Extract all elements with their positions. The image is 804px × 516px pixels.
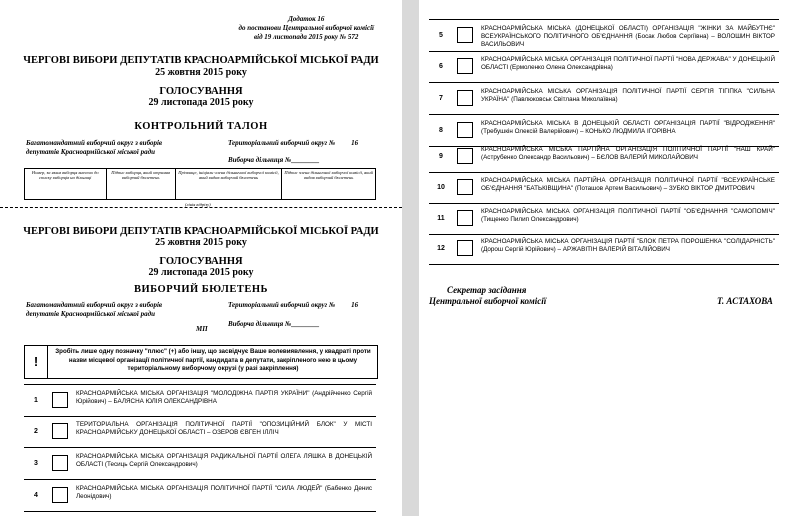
candidate-number: 1 — [34, 397, 38, 404]
vote-checkbox-4[interactable] — [52, 487, 68, 503]
candidate-number: 7 — [439, 95, 443, 102]
ballot-election-date: 25 жовтня 2015 року — [155, 237, 247, 248]
stub-col-voter-signature: Підпис виборця, який отримав виборчий бюлетень — [106, 169, 175, 200]
candidate-text: КРАСНОАРМІЙСЬКА МІСЬКА ОРГАНІЗАЦІЯ "МОЛОДІЖНА ПАРТІЯ УКРАЇНИ" (Андрійченко Сергій Юрійович) – БАЛЯСНА ЮЛІЯ ОЛЕКСАНДРІВНА — [76, 390, 372, 405]
stub-vote-date: 29 листопада 2015 року — [148, 97, 254, 108]
addendum-line-3: від 19 листопада 2015 року № 572 — [254, 33, 359, 41]
ballot-mp-mark: МП — [196, 325, 208, 333]
candidate-row-10 — [429, 172, 779, 204]
stub-multimandate-district — [26, 139, 162, 157]
stub-title: КОНТРОЛЬНИЙ ТАЛОН — [134, 121, 268, 132]
ballot-district-right-label: Територіальний виборчий округ № — [228, 301, 336, 309]
vote-checkbox-7[interactable] — [457, 90, 473, 106]
stub-precinct: Виборча дільниця №________ — [228, 156, 320, 164]
candidate-text: КРАСНОАРМІЙСЬКА МІСЬКА В ДОНЕЦЬКІЙ ОБЛАСТІ ОРГАНІЗАЦІЯ ПАРТІЇ "ВІДРОДЖЕННЯ" (Требушкін Олексій Валерійович) – КОНЬКО ЛЮДМИЛА ІГОРІВНА — [481, 120, 775, 135]
ballot-district-left-1: Багатомандатний виборчий округ з виборів — [26, 301, 163, 309]
candidate-text: КРАСНОАРМІЙСЬКА МІСЬКА ОРГАНІЗАЦІЯ ПАРТІЇ "БЛОК ПЕТРА ПОРОШЕНКА "СОЛІДАРНІСТЬ" (Дорош Сергій Юрійович) – АРЖАВІТІН ВАЛЕРІЙ ВІТАЛІЙОВИЧ — [481, 238, 775, 253]
candidate-row-4 — [24, 480, 376, 512]
stub-election-title: ЧЕРГОВІ ВИБОРИ ДЕПУТАТІВ КРАСНОАРМІЙСЬКОЇ МІСЬКОЇ РАДИ — [23, 55, 379, 66]
stub-col-member-name: Прізвище, ініціали члена дільничної виборчої комісії, який видав виборчий бюлетень — [175, 169, 281, 200]
exclamation-icon: ! — [25, 346, 48, 378]
voting-instructions-text: Зробіть лише одну позначку "плюс" (+) або іншу, що засвідчує Ваше волевиявлення, у квадраті проти назви місцевої організації політичної партії, кандидата в депутати, закріпленого нею в цьому територіальному виборчому окрузі (у разі закріплення) — [55, 348, 371, 372]
ballot-district-number: 16 — [351, 301, 359, 309]
candidate-number: 6 — [439, 63, 443, 70]
ballot-multimandate-district — [26, 301, 162, 319]
stub-territorial-district — [228, 139, 358, 148]
candidate-row-3 — [24, 448, 376, 480]
candidate-text: КРАСНОАРМІЙСЬКА МІСЬКА ПАРТІЙНА ОРГАНІЗАЦІЯ ПОЛІТИЧНОЇ ПАРТІЇ "НАШ КРАЙ" (Аструбенко Олександр Васильович) – БЄЛОВ ВАЛЕРІЙ МИКОЛАЙОВИЧ — [481, 146, 775, 161]
vote-checkbox-9[interactable] — [457, 148, 473, 164]
candidate-number: 12 — [437, 245, 445, 252]
secretary-title: Секретар засідання — [447, 285, 527, 295]
addendum-line-2: до постанови Центральної виборчої комісії — [238, 24, 374, 32]
page-gutter — [402, 0, 419, 516]
vote-checkbox-8[interactable] — [457, 122, 473, 138]
candidate-number: 3 — [34, 460, 38, 467]
addendum-line-1: Додаток 16 — [288, 15, 325, 23]
candidate-text: КРАСНОАРМІЙСЬКА МІСЬКА ОРГАНІЗАЦІЯ ПОЛІТИЧНОЇ ПАРТІЇ "СИЛА ЛЮДЕЙ" (Бабенко Денис Леонідович) — [76, 485, 372, 500]
candidate-row-12 — [429, 233, 779, 265]
vote-checkbox-5[interactable] — [457, 27, 473, 43]
candidate-number: 5 — [439, 32, 443, 39]
candidate-text: КРАСНОАРМІЙСЬКА МІСЬКА (ДОНЕЦЬКОЇ ОБЛАСТІ) ОРГАНІЗАЦІЯ "ЖІНКИ ЗА МАЙБУТНЄ" ВСЕУКРАЇНСЬКОГО ПОЛІТИЧНОГО ОБ'ЄДНАННЯ (Босак Любов Сергіївна) – ВОЛОШИН ВІКТОР ВАСИЛЬОВИЧ — [481, 25, 775, 48]
stub-district-right-label: Територіальний виборчий округ № — [228, 139, 336, 147]
control-stub-table — [24, 168, 376, 200]
ballot-vote-date: 29 листопада 2015 року — [148, 267, 254, 278]
right-page — [419, 0, 804, 516]
vote-checkbox-6[interactable] — [457, 58, 473, 74]
candidate-text: КРАСНОАРМІЙСЬКА МІСЬКА ОРГАНІЗАЦІЯ РАДИКАЛЬНОЇ ПАРТІЇ ОЛЕГА ЛЯШКА В ДОНЕЦЬКІЙ ОБЛАСТІ (Тесиць Сергій Олександрович) — [76, 453, 372, 468]
candidate-number: 4 — [34, 492, 38, 499]
ballot-vote-heading: ГОЛОСУВАННЯ — [159, 256, 243, 267]
candidate-text: КРАСНОАРМІЙСЬКА МІСЬКА ОРГАНІЗАЦІЯ ПОЛІТИЧНОЇ ПАРТІЇ "НОВА ДЕРЖАВА" У ДОНЕЦЬКІЙ ОБЛАСТІ (Ермоленко Олена Олександрівна) — [481, 56, 775, 71]
vote-checkbox-11[interactable] — [457, 210, 473, 226]
stub-district-number: 16 — [351, 139, 359, 147]
stub-col-member-signature: Підпис члена дільничної виборчої комісії, який видав виборчий бюлетень — [282, 169, 376, 200]
voting-instructions — [24, 345, 378, 379]
candidate-row-2 — [24, 416, 376, 448]
commission-name: Центральної виборчої комісії — [429, 296, 547, 306]
candidate-row-9 — [429, 141, 779, 173]
candidate-number: 2 — [34, 428, 38, 435]
vote-checkbox-1[interactable] — [52, 392, 68, 408]
ballot-title: ВИБОРЧИЙ БЮЛЕТЕНЬ — [134, 284, 268, 295]
candidate-number: 8 — [439, 127, 443, 134]
cut-line — [0, 207, 402, 208]
stub-district-left-2: депутатів Красноармійської міської ради — [26, 148, 155, 156]
candidate-text: КРАСНОАРМІЙСЬКА МІСЬКА ПАРТІЙНА ОРГАНІЗАЦІЯ ПОЛІТИЧНОЇ ПАРТІЇ "ВСЕУКРАЇНСЬКЕ ОБ'ЄДНАННЯ "БАТЬКІВЩИНА" (Поташов Артем Васильович) – ЗУБКО ВІКТОР ДМИТРОВИЧ — [481, 177, 775, 192]
ballot-election-title: ЧЕРГОВІ ВИБОРИ ДЕПУТАТІВ КРАСНОАРМІЙСЬКОЇ МІСЬКОЇ РАДИ — [23, 226, 379, 237]
vote-checkbox-2[interactable] — [52, 423, 68, 439]
candidate-row-6 — [429, 51, 779, 83]
candidate-number: 9 — [439, 153, 443, 160]
candidate-number: 11 — [437, 215, 445, 222]
candidate-number: 10 — [437, 184, 445, 191]
vote-checkbox-3[interactable] — [52, 455, 68, 471]
cut-line-note: (лінія відрізу) — [185, 202, 211, 207]
stub-col-voter-number: Номер, за яким виборця внесено до списку виборців на дільниці — [25, 169, 107, 200]
vote-checkbox-10[interactable] — [457, 179, 473, 195]
ballot-district-left-2: депутатів Красноармійської міської ради — [26, 310, 155, 318]
stub-election-date: 25 жовтня 2015 року — [155, 67, 247, 78]
candidate-row-7 — [429, 83, 779, 115]
candidate-row-1 — [24, 384, 376, 417]
vote-checkbox-12[interactable] — [457, 240, 473, 256]
candidate-row-11 — [429, 203, 779, 235]
candidate-text: ТЕРИТОРІАЛЬНА ОРГАНІЗАЦІЯ ПОЛІТИЧНОЇ ПАРТІЇ "ОПОЗИЦІЙНИЙ БЛОК" У МІСТІ КРАСНОАРМІЙСЬКУ ДОНЕЦЬКОЇ ОБЛАСТІ – ОЗЕРОВ ЄВГЕН ІЛЛІЧ — [76, 421, 372, 436]
addendum-note — [238, 15, 374, 42]
ballot-territorial-district — [228, 301, 358, 310]
candidate-text: КРАСНОАРМІЙСЬКА МІСЬКА ОРГАНІЗАЦІЯ ПОЛІТИЧНОЇ ПАРТІЇ СЕРГІЯ ТІГІПКА "СИЛЬНА УКРАЇНА" (Павлюковськ Світлана Миколаївна) — [481, 88, 775, 103]
stub-vote-heading: ГОЛОСУВАННЯ — [159, 86, 243, 97]
candidate-row-5 — [429, 19, 779, 52]
ballot-precinct: Виборча дільниця №________ — [228, 320, 320, 328]
stub-district-left-1: Багатомандатний виборчий округ з виборів — [26, 139, 163, 147]
secretary-name: Т. АСТАХОВА — [717, 296, 773, 306]
candidate-text: КРАСНОАРМІЙСЬКА МІСЬКА ОРГАНІЗАЦІЯ ПОЛІТИЧНОЇ ПАРТІЇ "ОБ'ЄДНАННЯ "САМОПОМІЧ" (Тищенко Пилип Олександрович) — [481, 208, 775, 223]
